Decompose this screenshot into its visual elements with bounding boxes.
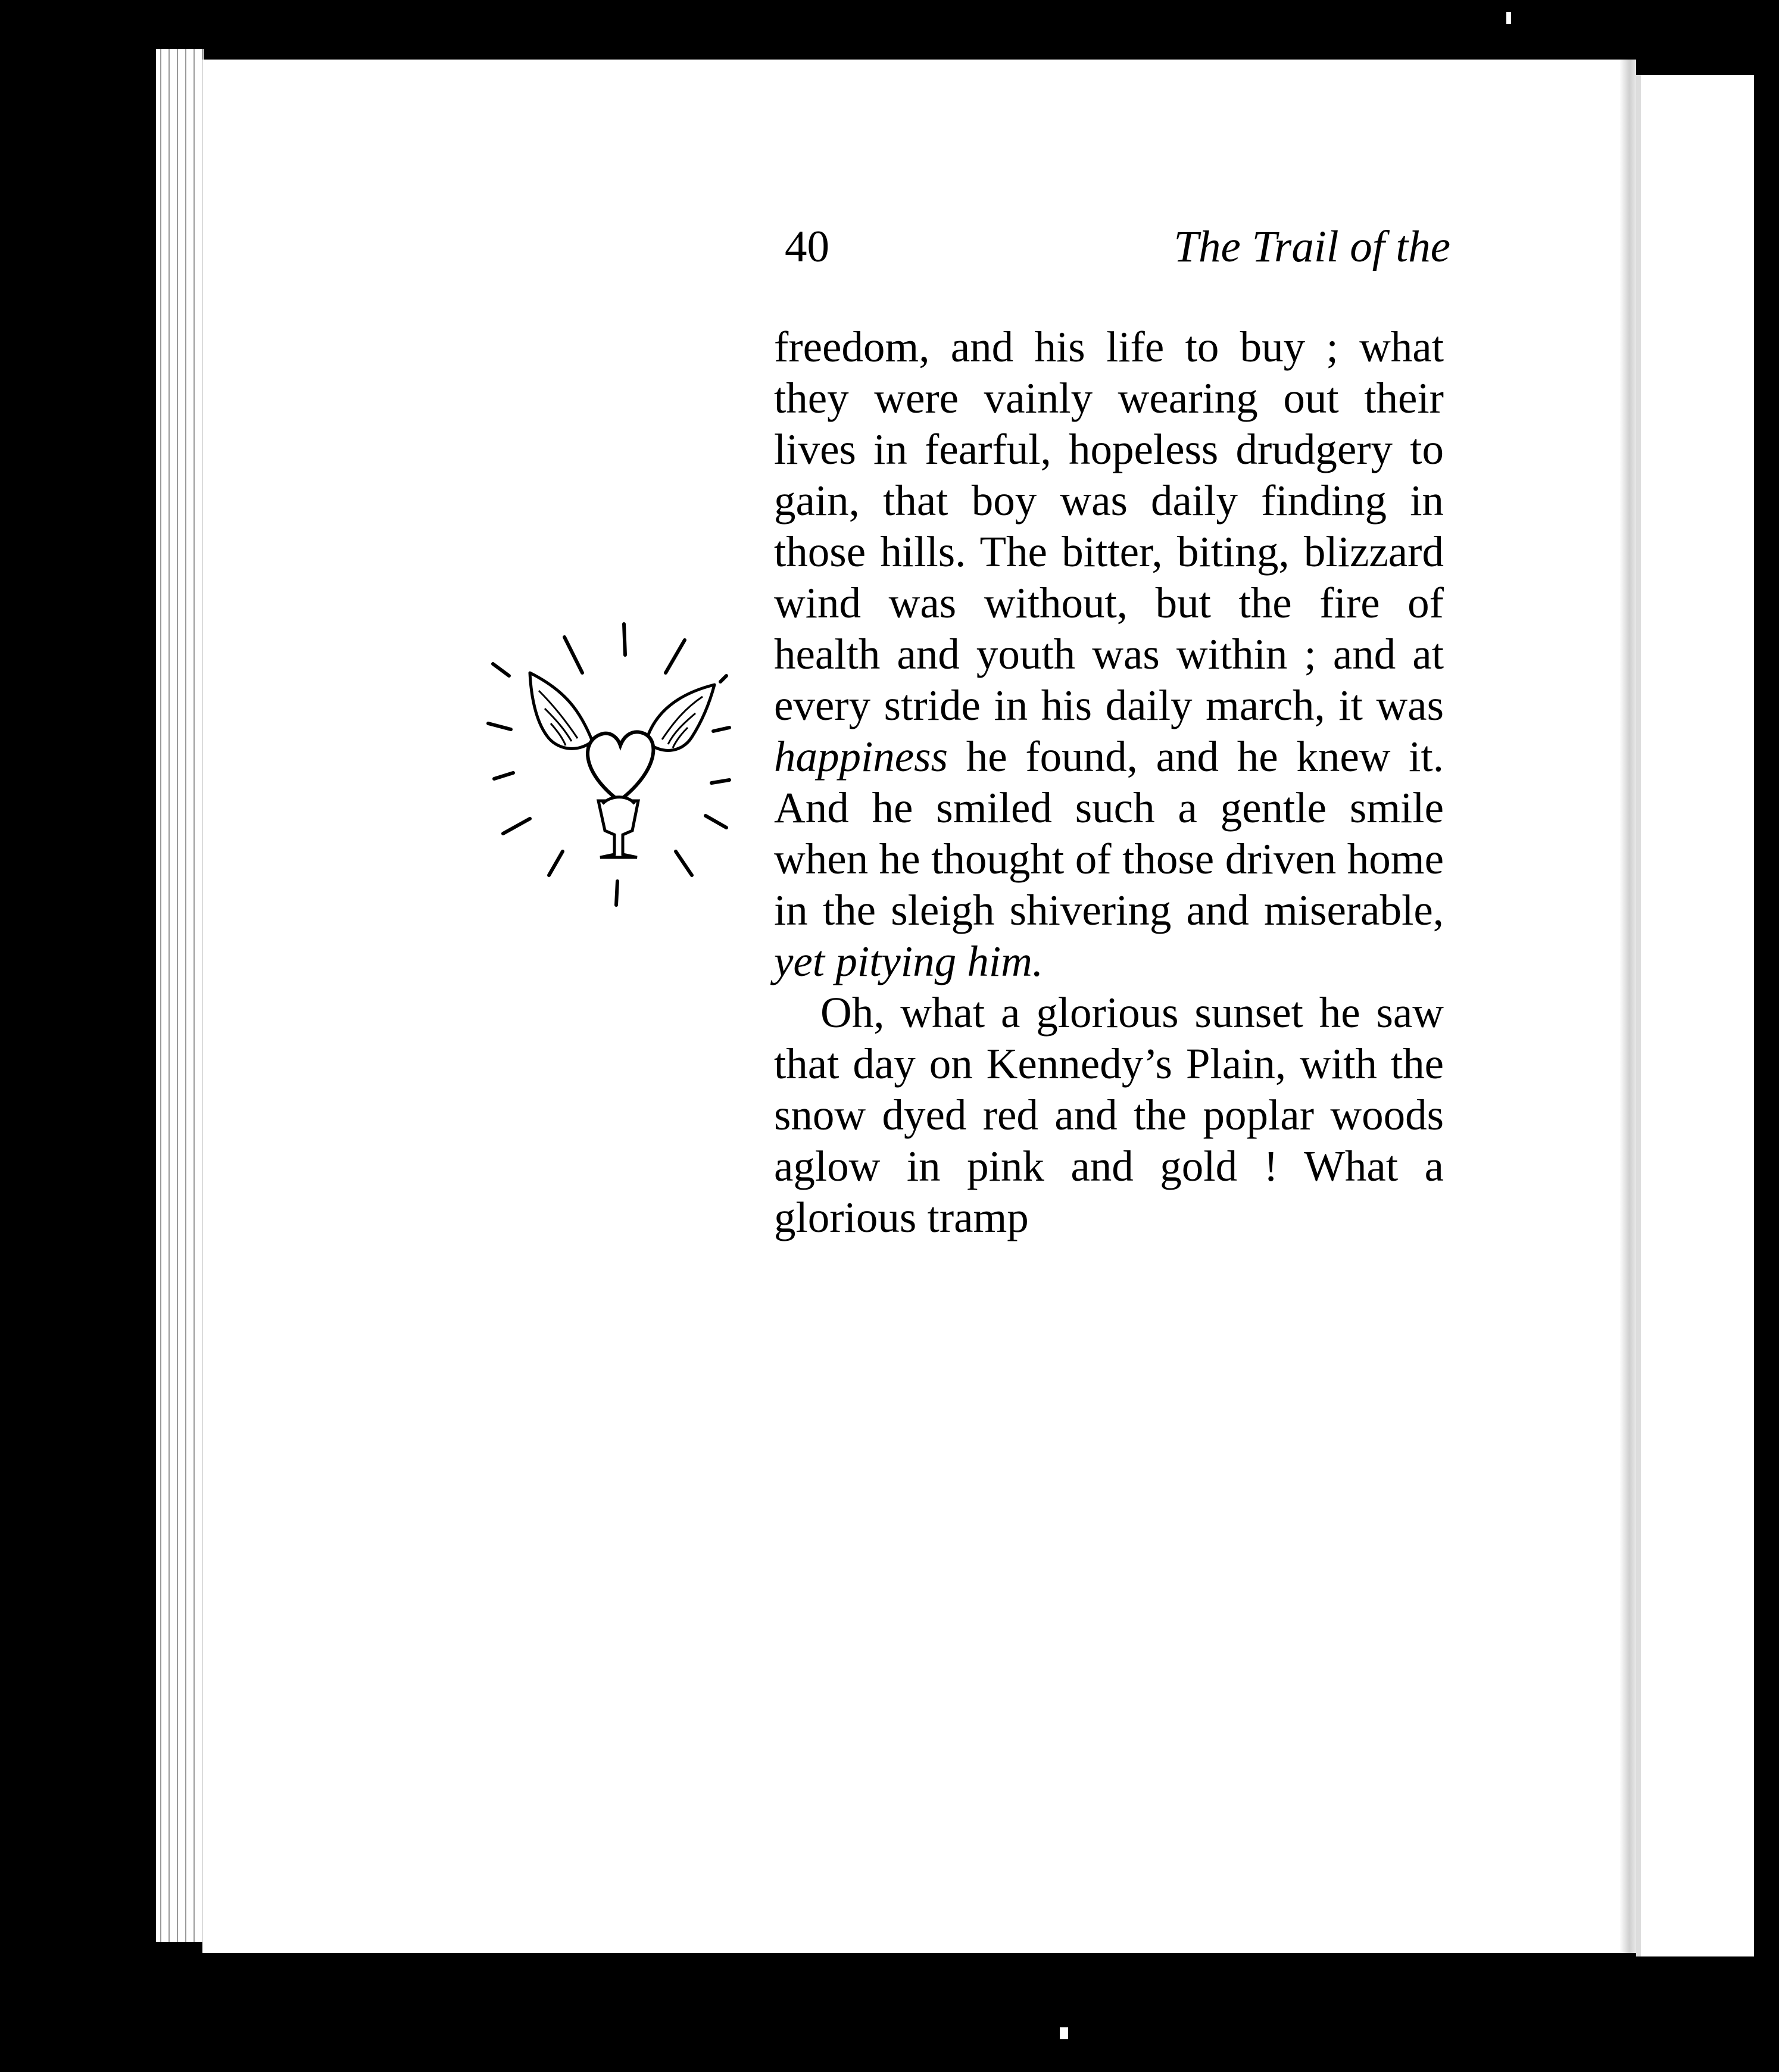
paragraph-text: he found, and he knew it. And he smiled such a gentle smile when he thought of those driven home in the sleigh shivering and miserable, bbox=[774, 732, 1444, 934]
paragraph-text: freedom, and his life to buy ; what they were vainly wearing out their lives in fearful, hopeless drudgery to gain, that boy was daily finding in those hills. The bitter, biting, blizzard wind was without, but the fire of health and youth was within ; and at every stride in his daily march, it was bbox=[774, 323, 1444, 729]
emphasis-text: happiness bbox=[774, 732, 948, 781]
winged-heart-with-goblet-icon bbox=[476, 613, 756, 911]
body-text bbox=[774, 322, 1444, 1243]
paragraph bbox=[774, 322, 1444, 987]
paragraph: Oh, what a glorious sunset he saw that day on Kennedy’s Plain, with the snow dyed red and the poplar woods aglow in pink and gold ! What a glorious tramp bbox=[774, 988, 1444, 1241]
scan-artifact bbox=[1506, 12, 1511, 24]
running-title: The Trail of the bbox=[1173, 222, 1450, 272]
book-gutter bbox=[1619, 60, 1636, 1953]
scan-artifact bbox=[1060, 2027, 1068, 2039]
page-header bbox=[785, 214, 1450, 280]
adjacent-page bbox=[1636, 75, 1754, 1956]
page-number: 40 bbox=[785, 222, 829, 272]
book-page-edges bbox=[156, 49, 204, 1942]
emphasis-text: yet pitying him. bbox=[774, 937, 1044, 985]
